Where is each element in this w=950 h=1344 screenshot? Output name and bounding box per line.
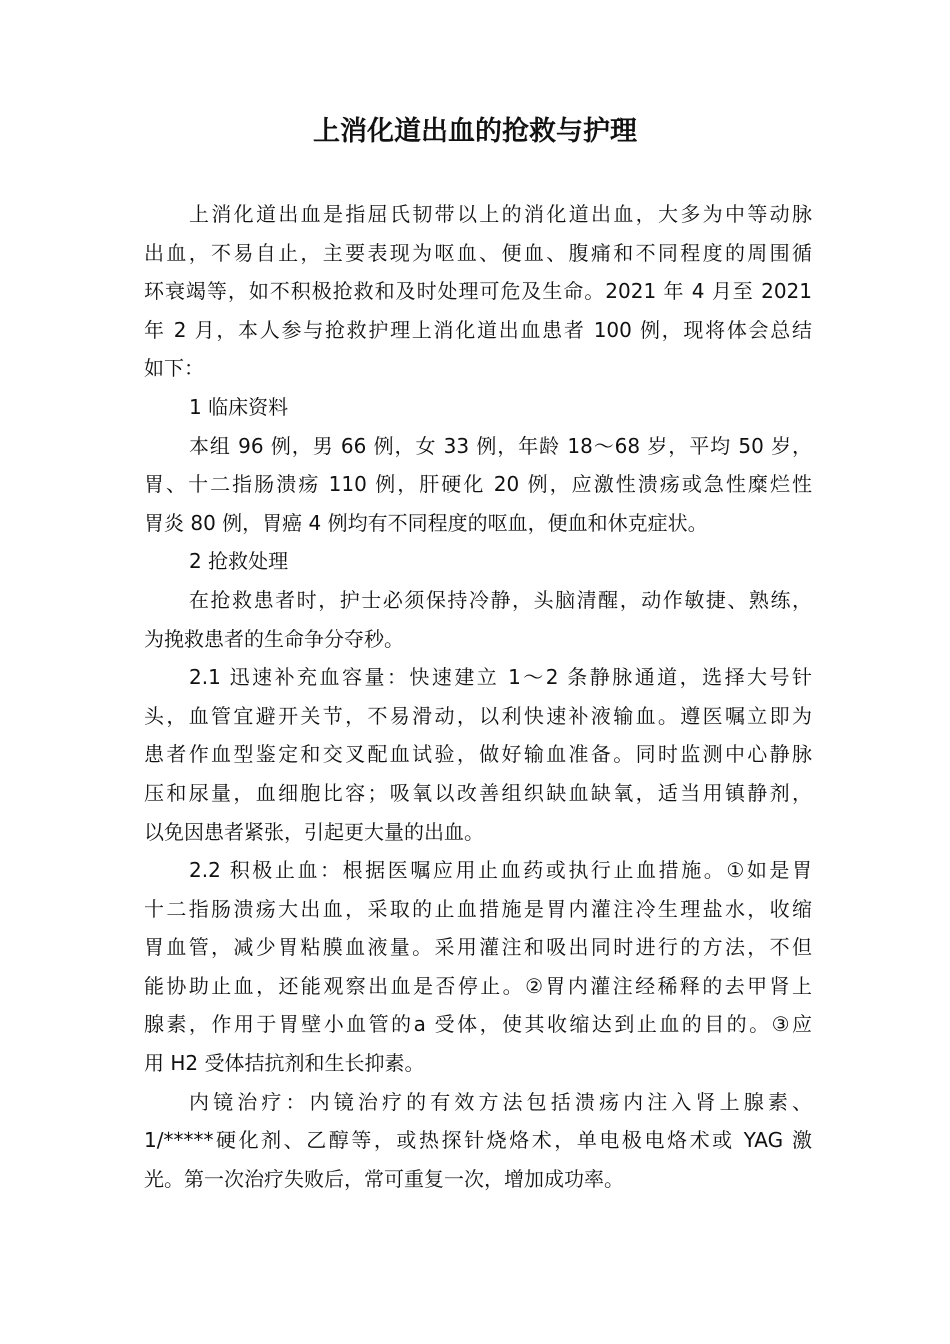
- paragraph-line: 在抢救患者时，护士必须保持冷静，头脑清醒，动作敏捷、熟练，: [189, 587, 812, 612]
- paragraph-line: 光。第一次治疗失败后，常可重复一次，增加成功率。: [144, 1166, 624, 1191]
- document-body: [144, 195, 812, 1198]
- paragraph-line: 十二指肠溃疡大出血，采取的止血措施是胃内灌注冷生理盐水，收缩: [144, 896, 812, 921]
- paragraph-line: 头，血管宜避开关节，不易滑动，以利快速补液输血。遵医嘱立即为: [144, 703, 812, 728]
- paragraph-line: 为挽救患者的生命争分夺秒。: [144, 626, 404, 651]
- paragraph-line: 年 2 月，本人参与抢救护理上消化道出血患者 100 例，现将体会总结: [144, 317, 812, 342]
- paragraph-line: 出血，不易自止，主要表现为呕血、便血、腹痛和不同程度的周围循: [144, 240, 812, 265]
- paragraph-line: 胃血管，减少胃粘膜血液量。采用灌注和吸出同时进行的方法，不但: [144, 935, 812, 960]
- paragraph-line: 胃、十二指肠溃疡 110 例，肝硬化 20 例，应激性溃疡或急性糜烂性: [144, 472, 812, 497]
- paragraph-line: 环衰竭等，如不积极抢救和及时处理可危及生命。2021 年 4 月至 2021: [144, 279, 812, 304]
- paragraph-line: 2.1 迅速补充血容量：快速建立 1～2 条静脉通道，选择大号针: [189, 665, 812, 690]
- paragraph-line: 2.2 积极止血：根据医嘱应用止血药或执行止血措施。①如是胃: [189, 858, 812, 883]
- paragraph-line: 以免因患者紧张，引起更大量的出血。: [144, 819, 484, 844]
- paragraph-line: 患者作血型鉴定和交叉配血试验，做好输血准备。同时监测中心静脉: [144, 742, 812, 767]
- document-title: 上消化道出血的抢救与护理: [313, 116, 637, 147]
- section-heading: 1 临床资料: [189, 394, 289, 419]
- paragraph-line: 上消化道出血是指屈氏韧带以上的消化道出血，大多为中等动脉: [189, 202, 812, 226]
- paragraph-line: 如下：: [144, 356, 204, 381]
- paragraph-line: 用 H2 受体拮抗剂和生长抑素。: [144, 1051, 425, 1076]
- paragraph-line: 内镜治疗：内镜治疗的有效方法包括溃疡内注入肾上腺素、: [189, 1089, 812, 1114]
- paragraph-line: 压和尿量，血细胞比容；吸氧以改善组织缺血缺氧，适当用镇静剂，: [144, 780, 812, 805]
- paragraph-line: 腺素，作用于胃壁小血管的a 受体，使其收缩达到止血的目的。③应: [144, 1012, 812, 1037]
- paragraph-line: 胃炎 80 例，胃癌 4 例均有不同程度的呕血，便血和休克症状。: [144, 510, 708, 535]
- section-heading: 2 抢救处理: [189, 549, 289, 574]
- paragraph-line: 能协助止血，还能观察出血是否停止。②胃内灌注经稀释的去甲肾上: [144, 973, 812, 998]
- paragraph-line: 1/*****硬化剂、乙醇等，或热探针烧烙术，单电极电烙术或 YAG 激: [144, 1128, 812, 1153]
- paragraph-line: 本组 96 例，男 66 例，女 33 例，年龄 18～68 岁，平均 50 岁，: [189, 433, 812, 458]
